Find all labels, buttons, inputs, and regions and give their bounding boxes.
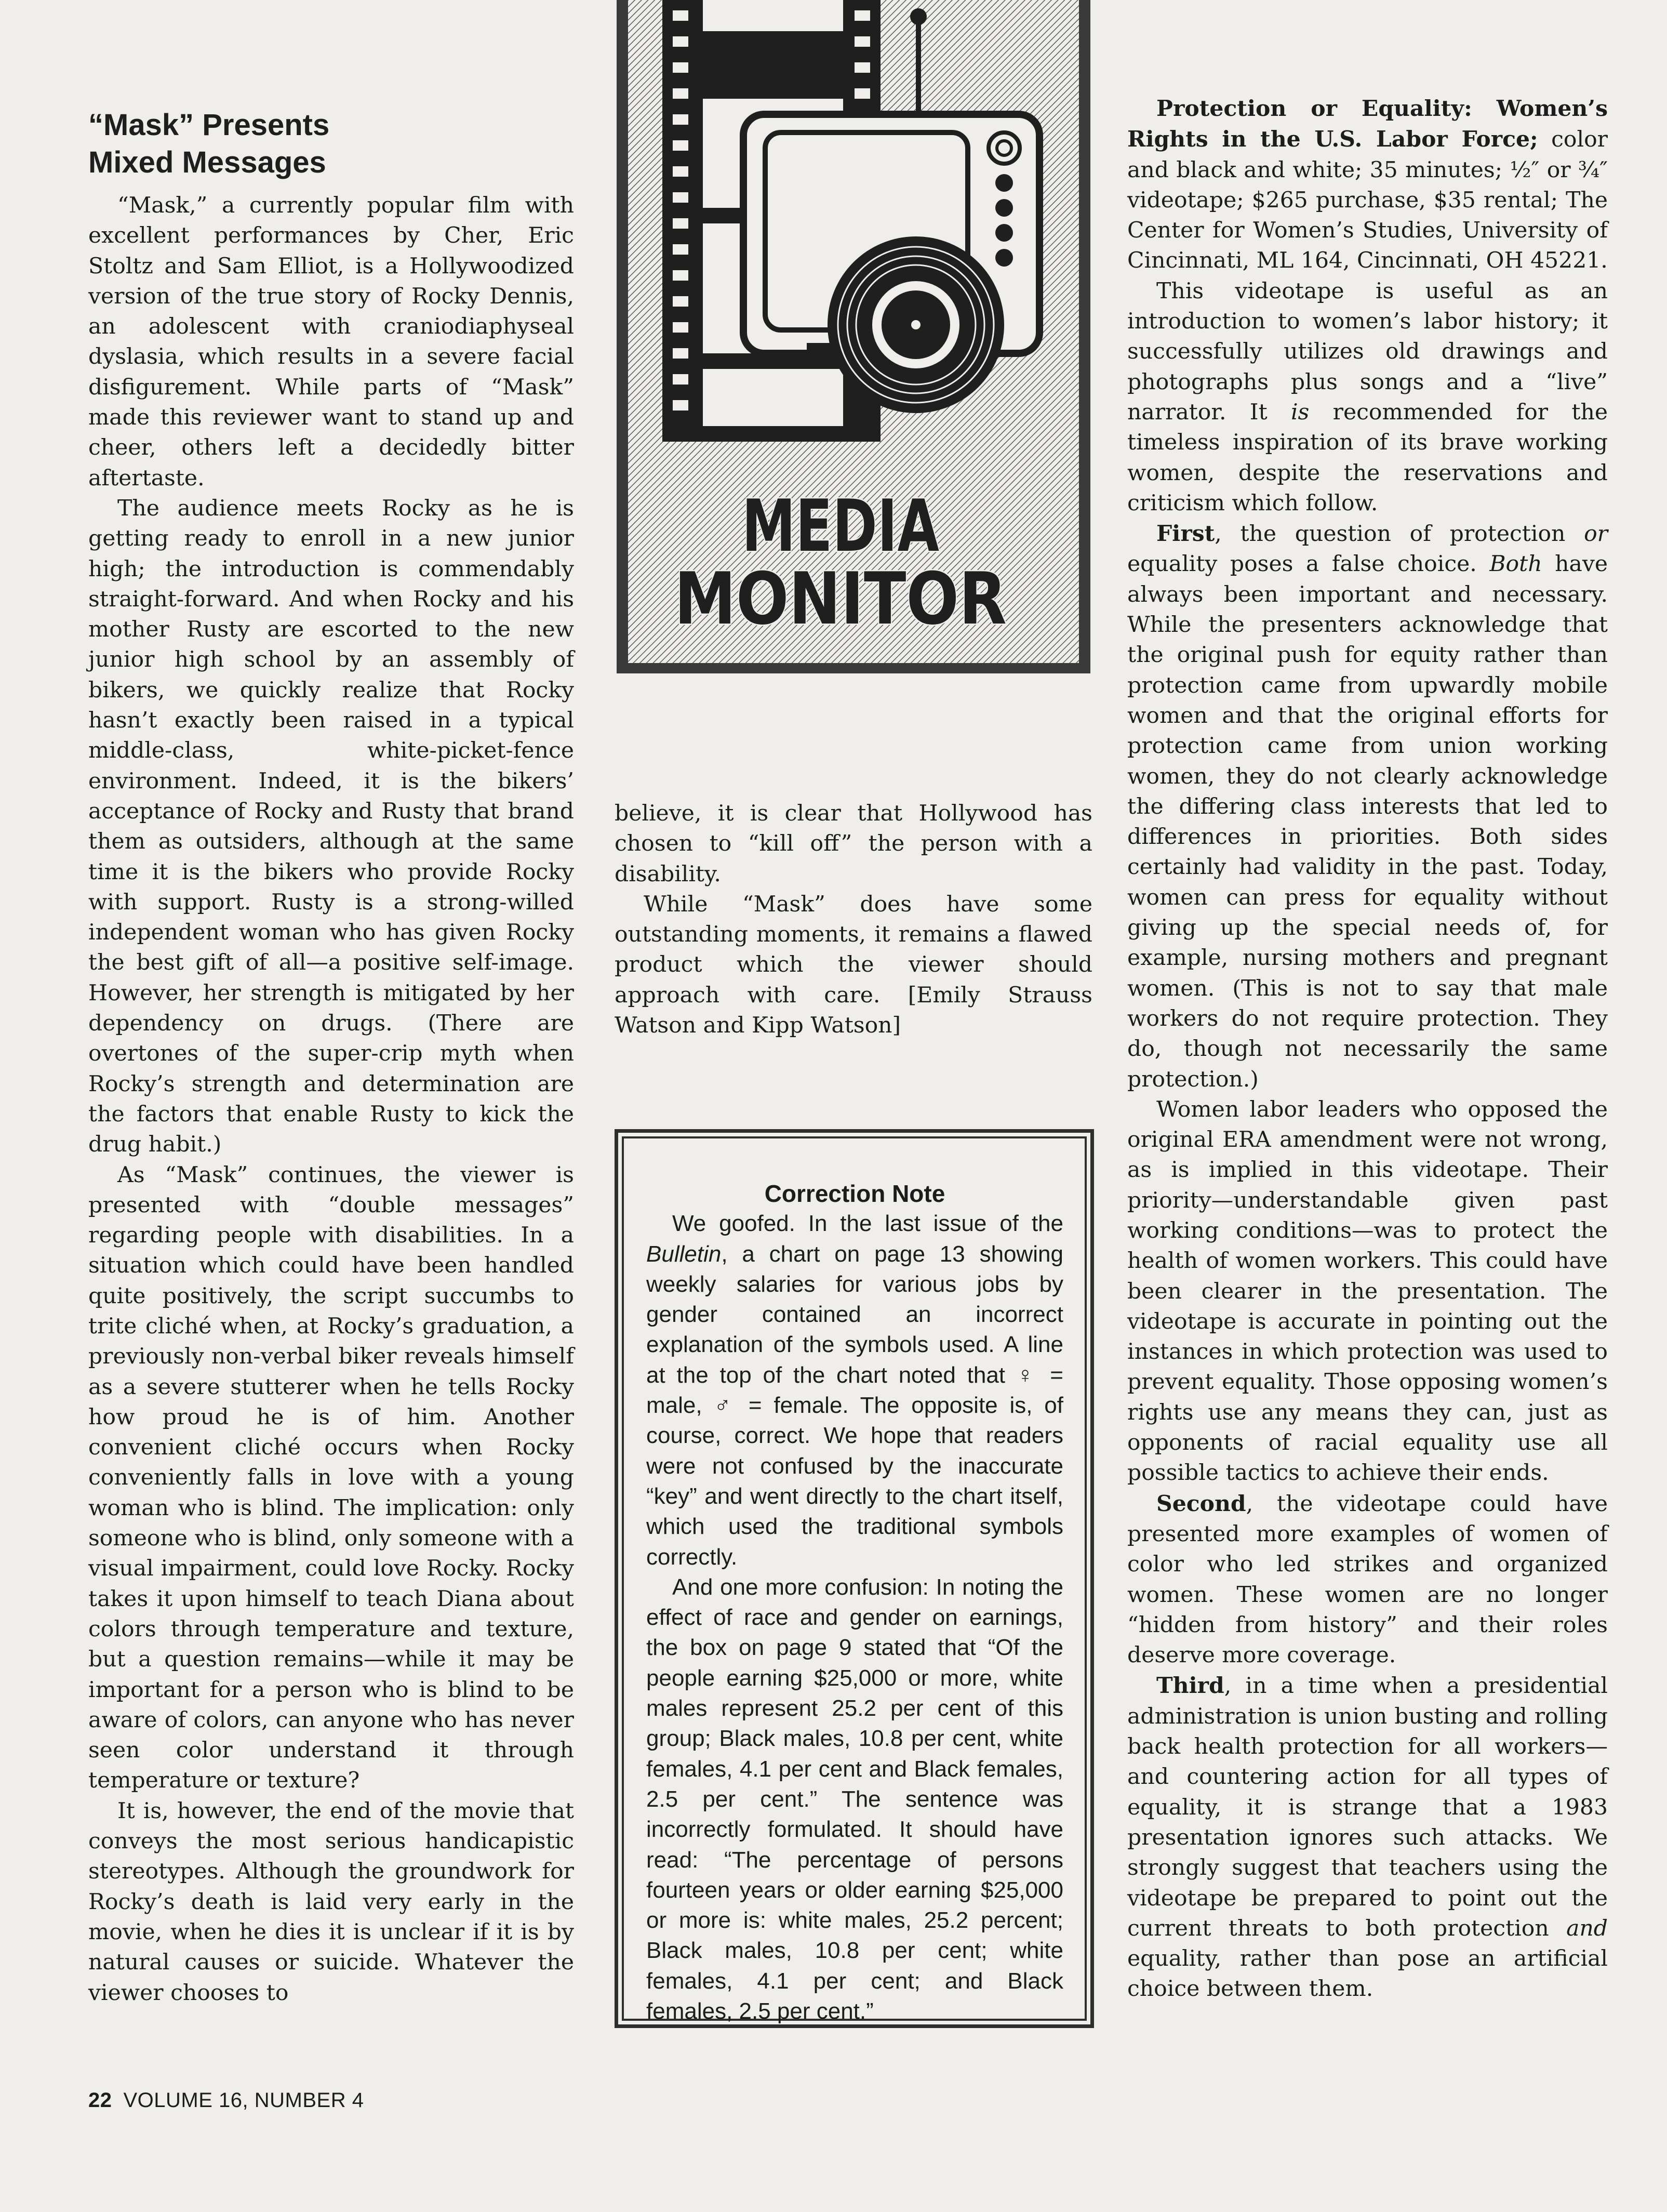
text-run: recommended for the timeless inspiration of its brave working women, despite the reservations and criticism which follow. xyxy=(1127,399,1608,516)
issue-label: VOLUME 16, NUMBER 4 xyxy=(123,2089,364,2112)
media-monitor-word-2: MONITOR xyxy=(674,557,1007,641)
left-column xyxy=(88,107,574,2008)
text-run: , in a time when a presidential administration is union busting and rolling back health protection for all workers—and countering action for all types of equality, it is strange that a 1983 presentation ignores such attacks. We strongly suggest that teachers using the videotape be prepared to point out the current threats to both protection xyxy=(1127,1673,1608,1941)
article-paragraph: While “Mask” does have some outstanding moments, it remains a flawed product which the viewer should approach with care. [Emily Strauss Watson and Kipp Watson] xyxy=(615,891,1092,1039)
media-monitor-illustration xyxy=(615,0,1092,675)
review-title: Protection or Equality: Women’s Rights in the U.S. Labor Force; xyxy=(1127,96,1608,153)
correction-paragraph xyxy=(646,1209,1063,1572)
italic-text: and xyxy=(1566,1915,1608,1941)
text-run: , the question of protection xyxy=(1215,521,1584,547)
text-run: equality, rather than pose an artificial choice between them. xyxy=(1127,1946,1608,2002)
italic-text: or xyxy=(1584,521,1608,547)
correction-note-title: Correction Note xyxy=(764,1180,945,1207)
text-run: have always been important and necessary. While the presenters acknowledge that the original push for equity rather than protection came from upwardly mobile women and that the original efforts for protection came from union working women, they do not clearly acknowledge the differing class interests that led to differences in priorities. Both sides certainly had validity in the past. Today, women can press for equality without giving up the special needs of, for example, nursing mothers and pregnant women. (This is not to say that male workers do not require protection. They do, though not necessarily the same protection.) xyxy=(1127,551,1608,1092)
right-column xyxy=(1127,94,1608,2005)
page-number: 22 xyxy=(88,2089,112,2112)
review-paragraph xyxy=(1127,1489,1608,1671)
review-heading xyxy=(1127,94,1608,276)
media-monitor-word-1: MEDIA xyxy=(742,484,940,568)
italic-text: Both xyxy=(1489,551,1542,577)
article-paragraph: “Mask,” a currently popular film with excellent performances by Cher, Eric Stoltz and Sam Elliot, is a Hollywoodized version of the true story of Rocky Dennis, an adolescent with craniodiaphyseal dyslasia, which results in a severe facial disfigurement. While parts of “Mask” made this reviewer want to stand up and cheer, others left a decidedly bitter aftertaste. xyxy=(88,193,574,491)
article-paragraph: believe, it is clear that Hollywood has chosen to “kill off” the person with a disability. xyxy=(615,801,1092,887)
article-paragraph: The audience meets Rocky as he is getting ready to enroll in a new junior high; the introduction is commendably straight-forward. And when Rocky and his mother Rusty are escorted to the new junior high school by an assembly of bikers, we quickly realize that Rocky hasn’t exactly been raised in a typical middle-class, white-picket-fence environment. Indeed, it is the bikers’ acceptance of Rocky and Rusty that brand them as outsiders, although at the same time it is the bikers who provide Rocky with support. Rusty is a strong-willed independent woman who has given Rocky the best gift of all—a positive self-image. However, her strength is mitigated by her dependency on drugs. (There are overtones of the super-crip myth when Rocky’s strength and determination are the factors that enable Rusty to kick the drug habit.) xyxy=(88,495,574,1158)
article-title-line-1: “Mask” Presents xyxy=(88,108,330,142)
correction-note-box xyxy=(615,1129,1094,2028)
italic-text: is xyxy=(1290,399,1310,425)
article-paragraph: As “Mask” continues, the viewer is presented with “double messages” regarding people with disabilities. In a situation which could have been handled quite positively, the script succumbs to trite cliché when, at Rocky’s graduation, a previously non-verbal biker reveals himself as a severe stutterer when he tells Rocky how proud he is of him. Another convenient cliché occurs when Rocky conveniently falls in love with a young woman who is blind. The implication: only someone who is blind, only someone with a visual impairment, could love Rocky. Rocky takes it upon himself to teach Diana about colors through temperature and texture, but a question remains—while it may be important for a person who is blind to be aware of colors, can anyone who has never seen color understand it through temperature or texture? xyxy=(88,1162,574,1794)
review-paragraph xyxy=(1127,1671,1608,2004)
text-run: equality poses a false choice. xyxy=(1127,551,1490,577)
page-footer xyxy=(88,2089,364,2112)
correction-note-content xyxy=(646,1178,1063,2026)
text-run: , a chart on page 13 showing weekly salaries for various jobs by gender contained an incorrect explanation of the symbols used. A line at the top of the chart noted that ♀ = male, ♂ = female. The opposite is, of course, correct. We hope that readers were not confused by the inaccurate “key” and went directly to the chart itself, which used the traditional symbols correctly. xyxy=(646,1241,1063,1570)
record-disc-icon xyxy=(828,236,1004,413)
bold-lead: Third xyxy=(1156,1673,1224,1699)
text-run: We goofed. In the last issue of the xyxy=(672,1211,1063,1237)
italic-text: Bulletin xyxy=(646,1241,722,1267)
article-paragraph: It is, however, the end of the movie that conveys the most serious handicapistic stereotypes. Although the groundwork for Rocky’s death is laid very early in the movie, when he dies it is unclear if it is by natural causes or suicide. Whatever the viewer chooses to xyxy=(88,1798,574,2006)
bold-lead: Second xyxy=(1156,1490,1246,1517)
text-run: color and black and white; 35 minutes; ½″ or ¾″ videotape; $265 purchase, $35 rental; The Center for Women’s Studies, University of Cincinnati, ML 164, Cincinnati, OH 45221. xyxy=(1127,127,1608,274)
middle-column xyxy=(615,799,1092,1041)
text-run: This videotape is useful as an introduction to women’s labor history; it successfully utilizes old drawings and photographs plus songs and a “live” narrator. It xyxy=(1127,278,1608,425)
article-title-line-2: Mixed Messages xyxy=(88,145,326,179)
review-paragraph xyxy=(1127,519,1608,1095)
review-paragraph: Women labor leaders who opposed the original ERA amendment were not wrong, as is implied in this videotape. Their priority—understandable given past working conditions—was to protect the health of women workers. This could have been clearer in the presentation. The videotape is accurate in pointing out the instances in which protection was used to prevent equality. Those opposing women’s rights use any means they can, just as opponents of racial equality use all possible tactics to achieve their ends. xyxy=(1127,1096,1608,1486)
bold-lead: First xyxy=(1156,521,1215,547)
review-paragraph xyxy=(1127,276,1608,519)
text-run: , the videotape could have presented more examples of women of color who led strikes and organized women. These women are no longer “hidden from history” and their roles deserve more coverage. xyxy=(1127,1491,1608,1668)
media-monitor-graphic xyxy=(615,0,1092,675)
correction-paragraph: And one more confusion: In noting the effect of race and gender on earnings, the box on page 9 stated that “Of the people earning $25,000 or more, white males represent 25.2 per cent of this group; Black males, 10.8 per cent, white females, 4.1 per cent and Black females, 2.5 per cent.” The sentence was incorrectly formulated. It should have read: “The percentage of persons fourteen years or older earning $25,000 or more is: white males, 25.2 percent; Black males, 10.8 per cent; white females, 4.1 per cent; and Black females, 2.5 per cent.” xyxy=(646,1574,1063,2024)
article-title xyxy=(88,107,574,181)
